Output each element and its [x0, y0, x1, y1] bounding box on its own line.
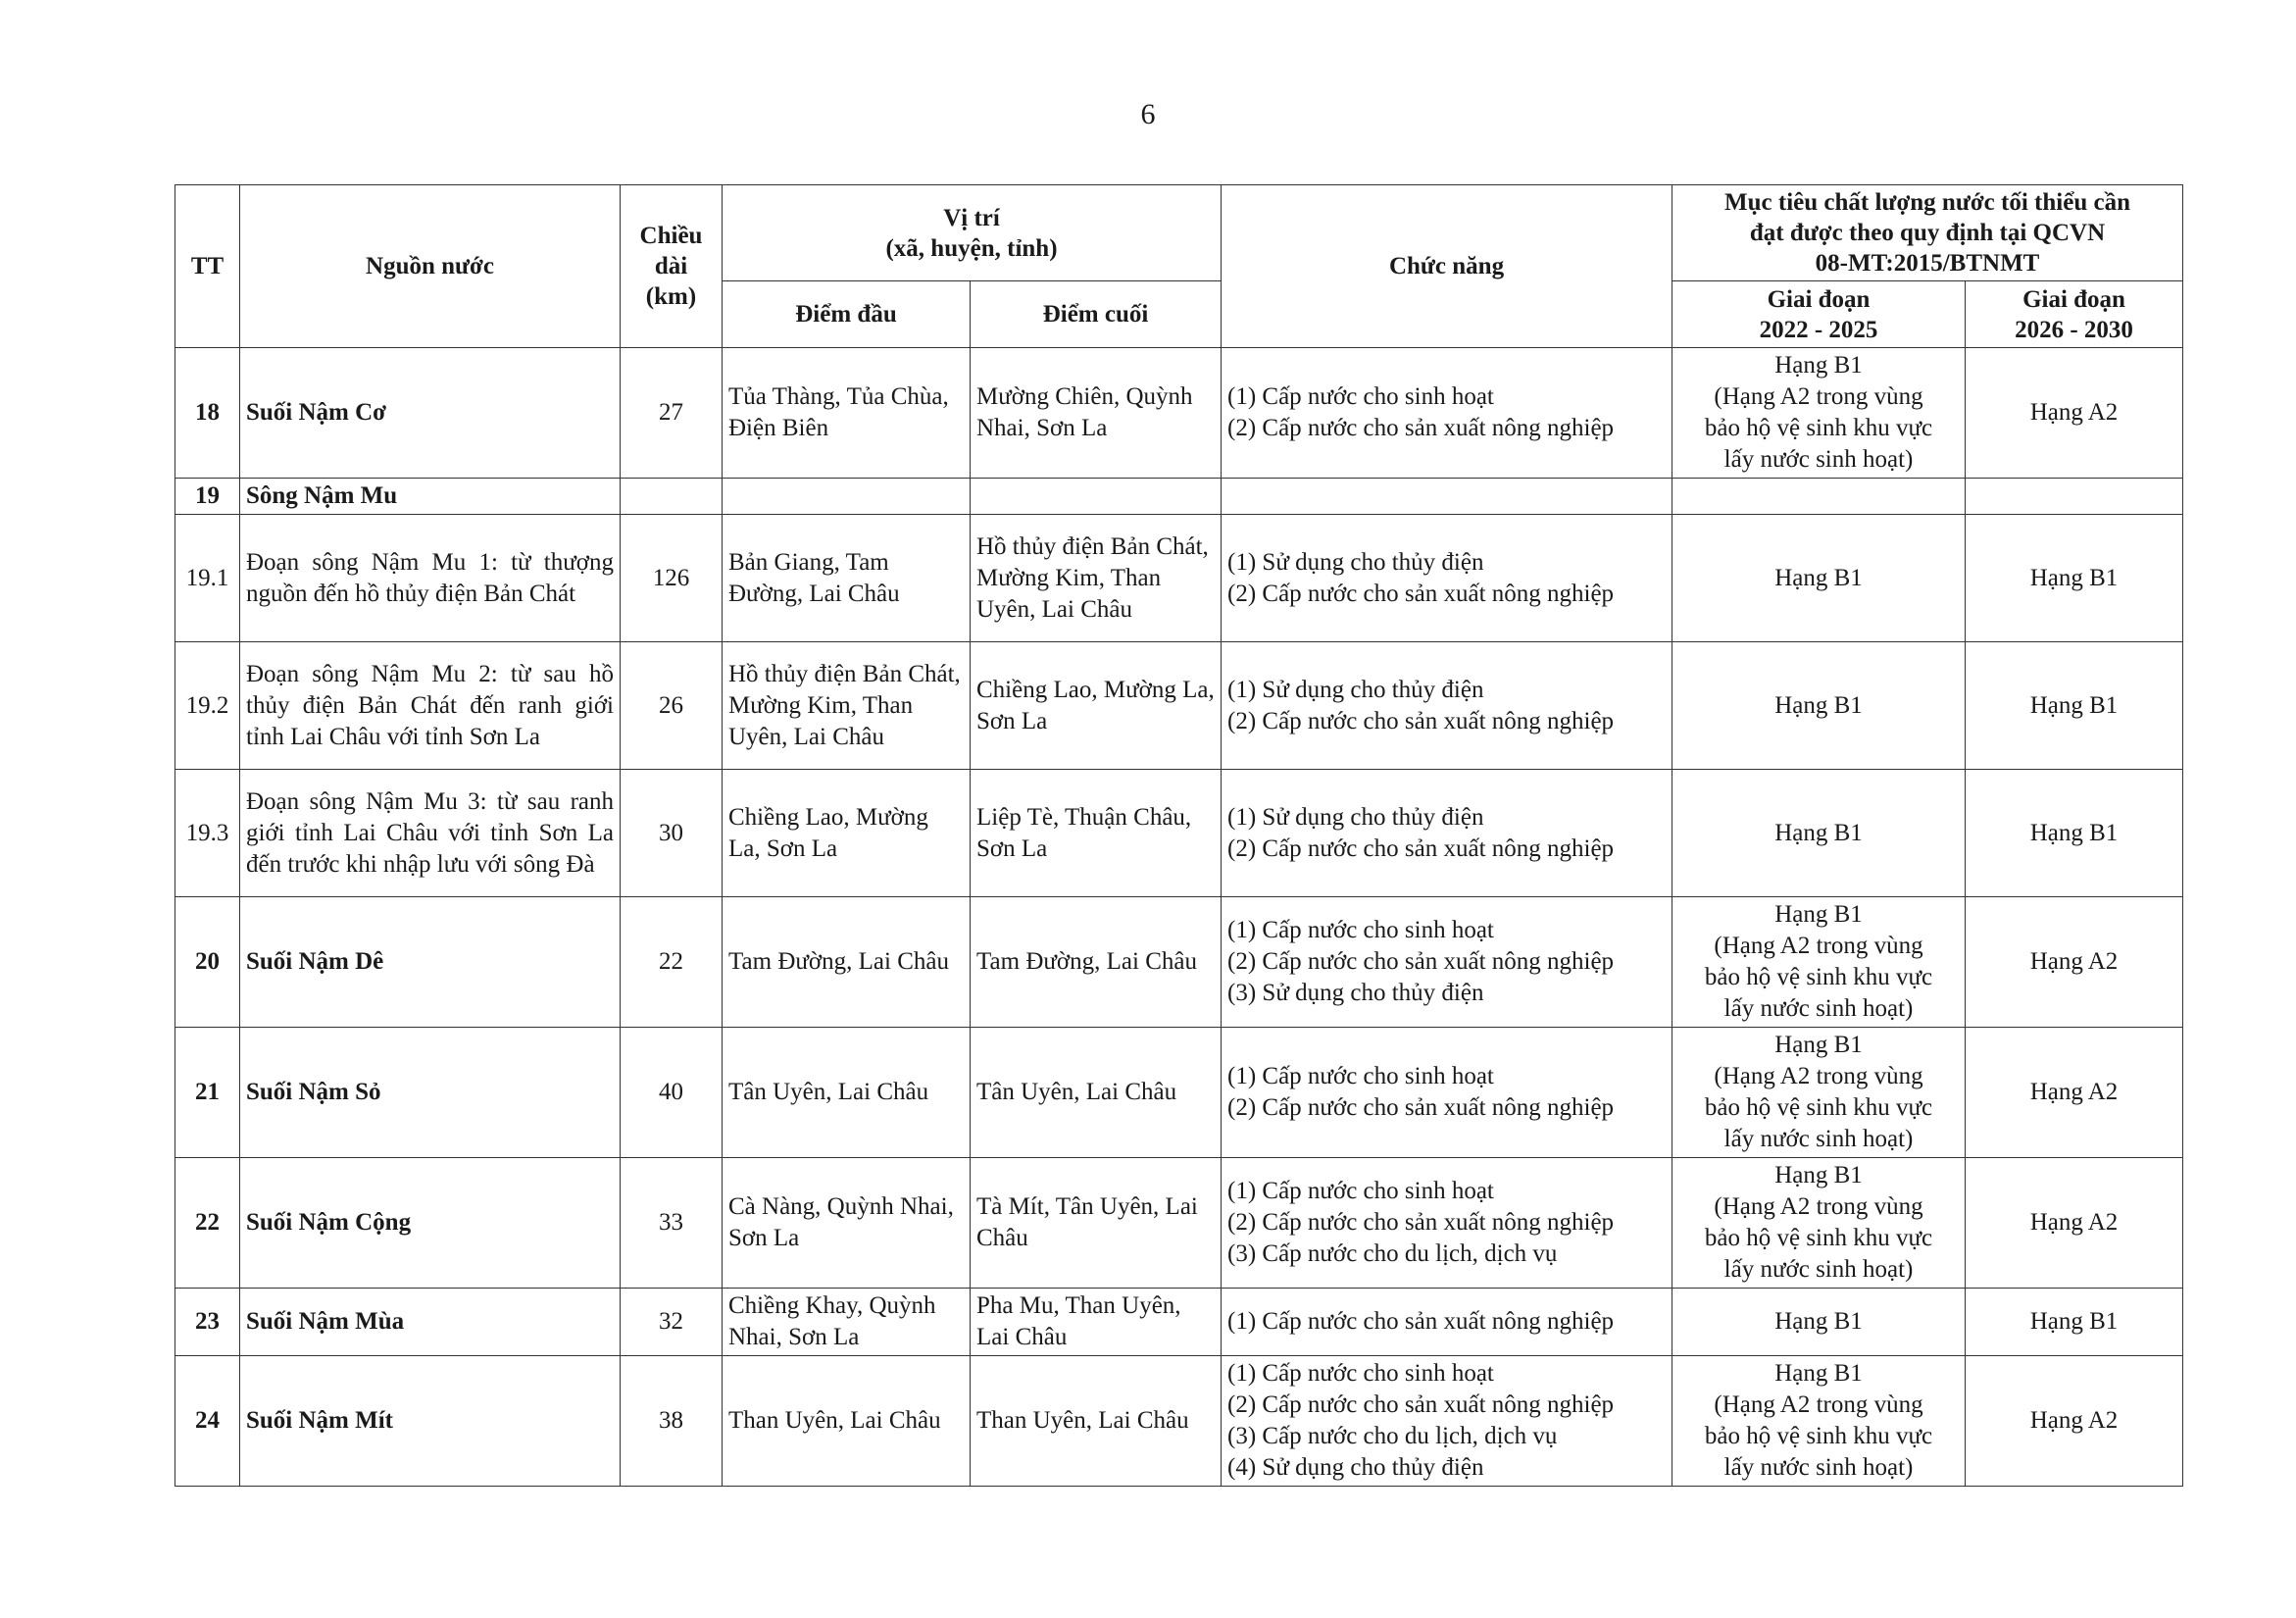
start-cell: Tam Đường, Lai Châu	[723, 897, 971, 1028]
function-line: (1) Cấp nước cho sinh hoạt	[1227, 1178, 1494, 1204]
table-row	[175, 770, 2183, 897]
tt-cell: 19.3	[175, 770, 240, 897]
table-row	[175, 1028, 2183, 1158]
table-row	[175, 1356, 2183, 1487]
function-cell	[1222, 642, 1672, 770]
end-cell: Liệp Tè, Thuận Châu, Sơn La	[971, 770, 1222, 897]
phase-1-line: (Hạng A2 trong vùng	[1714, 1391, 1923, 1418]
phase-1-line: bảo hộ vệ sinh khu vực	[1704, 1423, 1933, 1449]
function-cell	[1222, 897, 1672, 1028]
function-line: (2) Cấp nước cho sản xuất nông nghiệp	[1227, 580, 1615, 607]
phase-2-cell: Hạng A2	[1966, 1028, 2183, 1158]
end-cell: Chiềng Lao, Mường La, Sơn La	[971, 642, 1222, 770]
phase-2-cell: Hạng A2	[1966, 1158, 2183, 1289]
phase-1-line: lấy nước sinh hoạt)	[1723, 1256, 1914, 1283]
phase-1-cell	[1672, 348, 1966, 479]
header-phase-2: Giai đoạn 2026 - 2030	[1966, 281, 2183, 348]
length-cell: 40	[621, 1028, 723, 1158]
table-row	[175, 1289, 2183, 1356]
start-cell: Tủa Thàng, Tủa Chùa, Điện Biên	[723, 348, 971, 479]
table-row	[175, 515, 2183, 642]
function-line: (2) Cấp nước cho sản xuất nông nghiệp	[1227, 707, 1615, 734]
end-cell: Tà Mít, Tân Uyên, Lai Châu	[971, 1158, 1222, 1289]
empty-cell	[1672, 479, 1966, 515]
end-cell: Than Uyên, Lai Châu	[971, 1356, 1222, 1487]
phase-1-line: Hạng B1	[1774, 352, 1863, 379]
function-cell	[1222, 515, 1672, 642]
end-cell: Tam Đường, Lai Châu	[971, 897, 1222, 1028]
end-cell: Hồ thủy điện Bản Chát, Mường Kim, Than Uyên, Lai Châu	[971, 515, 1222, 642]
empty-cell	[1222, 479, 1672, 515]
header-tt: TT	[175, 185, 240, 348]
function-cell	[1222, 1158, 1672, 1289]
tt-cell: 23	[175, 1289, 240, 1356]
function-line: (1) Cấp nước cho sản xuất nông nghiệp	[1227, 1308, 1615, 1335]
phase-1-line: bảo hộ vệ sinh khu vực	[1704, 1225, 1933, 1251]
source-cell: Suối Nậm Sỏ	[240, 1028, 621, 1158]
end-cell: Tân Uyên, Lai Châu	[971, 1028, 1222, 1158]
header-location: Vị trí (xã, huyện, tỉnh)	[723, 185, 1222, 281]
header-length: Chiều dài (km)	[621, 185, 723, 348]
tt-cell: 24	[175, 1356, 240, 1487]
phase-1-cell	[1672, 1158, 1966, 1289]
function-line: (1) Sử dụng cho thủy điện	[1227, 548, 1484, 576]
end-cell: Pha Mu, Than Uyên, Lai Châu	[971, 1289, 1222, 1356]
function-line: (4) Sử dụng cho thủy điện	[1227, 1454, 1484, 1481]
phase-2-cell: Hạng A2	[1966, 348, 2183, 479]
function-line: (1) Sử dụng cho thủy điện	[1227, 676, 1484, 703]
function-line: (2) Cấp nước cho sản xuất nông nghiệp	[1227, 1391, 1615, 1418]
header-function: Chức năng	[1222, 185, 1672, 348]
length-cell: 32	[621, 1289, 723, 1356]
phase-1-cell	[1672, 1356, 1966, 1487]
source-cell: Đoạn sông Nậm Mu 2: từ sau hồ thủy điện Bản Chát đến ranh giới tỉnh Lai Châu với tỉnh Sơn La	[240, 642, 621, 770]
source-cell: Suối Nậm Mít	[240, 1356, 621, 1487]
tt-cell: 19.1	[175, 515, 240, 642]
length-cell: 38	[621, 1356, 723, 1487]
phase-1-line: Hạng B1	[1774, 1162, 1863, 1188]
phase-1-line: lấy nước sinh hoạt)	[1723, 995, 1914, 1022]
start-cell: Tân Uyên, Lai Châu	[723, 1028, 971, 1158]
source-cell: Suối Nậm Cơ	[240, 348, 621, 479]
phase-1-cell	[1672, 1028, 1966, 1158]
function-line: (2) Cấp nước cho sản xuất nông nghiệp	[1227, 1094, 1615, 1121]
page-number: 6	[1140, 98, 1156, 130]
empty-cell	[971, 479, 1222, 515]
function-line: (3) Cấp nước cho du lịch, dịch vụ	[1227, 1240, 1558, 1267]
length-cell: 30	[621, 770, 723, 897]
empty-cell	[621, 479, 723, 515]
phase-1-line: Hạng B1	[1774, 819, 1863, 846]
phase-1-line: Hạng B1	[1774, 1308, 1863, 1335]
function-cell	[1222, 1028, 1672, 1158]
function-line: (2) Cấp nước cho sản xuất nông nghiệp	[1227, 415, 1615, 441]
table-row	[175, 348, 2183, 479]
empty-cell	[1966, 479, 2183, 515]
phase-1-line: lấy nước sinh hoạt)	[1723, 446, 1914, 473]
phase-1-cell	[1672, 642, 1966, 770]
function-line: (1) Cấp nước cho sinh hoạt	[1227, 383, 1494, 410]
source-cell: Sông Nậm Mu	[240, 479, 621, 515]
source-cell: Suối Nậm Dê	[240, 897, 621, 1028]
source-cell: Suối Nậm Cộng	[240, 1158, 621, 1289]
function-line: (1) Cấp nước cho sinh hoạt	[1227, 1063, 1494, 1089]
phase-2-cell: Hạng B1	[1966, 515, 2183, 642]
table-row	[175, 897, 2183, 1028]
function-line: (2) Cấp nước cho sản xuất nông nghiệp	[1227, 948, 1615, 975]
header-start: Điểm đầu	[723, 281, 971, 348]
phase-2-cell: Hạng A2	[1966, 897, 2183, 1028]
phase-1-line: lấy nước sinh hoạt)	[1723, 1126, 1914, 1152]
table-body	[175, 348, 2183, 1487]
phase-2-cell: Hạng B1	[1966, 770, 2183, 897]
phase-1-cell	[1672, 515, 1966, 642]
length-cell: 33	[621, 1158, 723, 1289]
function-line: (3) Cấp nước cho du lịch, dịch vụ	[1227, 1423, 1558, 1449]
phase-1-line: Hạng B1	[1774, 691, 1863, 719]
phase-1-line: (Hạng A2 trong vùng	[1714, 1193, 1923, 1220]
phase-1-line: Hạng B1	[1774, 901, 1863, 928]
phase-1-cell	[1672, 897, 1966, 1028]
phase-1-line: Hạng B1	[1774, 1360, 1863, 1387]
function-line: (1) Cấp nước cho sinh hoạt	[1227, 917, 1494, 943]
phase-1-line: (Hạng A2 trong vùng	[1714, 383, 1923, 410]
length-cell: 27	[621, 348, 723, 479]
empty-cell	[723, 479, 971, 515]
phase-1-line: bảo hộ vệ sinh khu vực	[1704, 1094, 1933, 1121]
header-phase-1: Giai đoạn 2022 - 2025	[1672, 281, 1966, 348]
tt-cell: 21	[175, 1028, 240, 1158]
source-cell: Suối Nậm Mùa	[240, 1289, 621, 1356]
phase-1-line: bảo hộ vệ sinh khu vực	[1704, 964, 1933, 990]
start-cell: Than Uyên, Lai Châu	[723, 1356, 971, 1487]
function-cell	[1222, 770, 1672, 897]
phase-1-line: (Hạng A2 trong vùng	[1714, 933, 1923, 959]
function-line: (3) Sử dụng cho thủy điện	[1227, 980, 1484, 1006]
phase-1-line: bảo hộ vệ sinh khu vực	[1704, 415, 1933, 441]
phase-1-line: Hạng B1	[1774, 1032, 1863, 1058]
function-cell	[1222, 1356, 1672, 1487]
length-cell: 126	[621, 515, 723, 642]
source-cell: Đoạn sông Nậm Mu 1: từ thượng nguồn đến hồ thủy điện Bản Chát	[240, 515, 621, 642]
start-cell: Bản Giang, Tam Đường, Lai Châu	[723, 515, 971, 642]
phase-1-line: Hạng B1	[1774, 564, 1863, 591]
function-cell	[1222, 348, 1672, 479]
tt-cell: 22	[175, 1158, 240, 1289]
start-cell: Cà Nàng, Quỳnh Nhai, Sơn La	[723, 1158, 971, 1289]
end-cell: Mường Chiên, Quỳnh Nhai, Sơn La	[971, 348, 1222, 479]
table-row	[175, 1158, 2183, 1289]
function-line: (1) Cấp nước cho sinh hoạt	[1227, 1360, 1494, 1387]
start-cell: Chiềng Lao, Mường La, Sơn La	[723, 770, 971, 897]
source-cell: Đoạn sông Nậm Mu 3: từ sau ranh giới tỉnh Lai Châu với tỉnh Sơn La đến trước khi nhập lưu với sông Đà	[240, 770, 621, 897]
tt-cell: 18	[175, 348, 240, 479]
tt-cell: 19	[175, 479, 240, 515]
header-end: Điểm cuối	[971, 281, 1222, 348]
phase-1-cell	[1672, 770, 1966, 897]
length-cell: 22	[621, 897, 723, 1028]
tt-cell: 20	[175, 897, 240, 1028]
table-row	[175, 642, 2183, 770]
water-quality-table	[175, 184, 2183, 1487]
phase-1-line: lấy nước sinh hoạt)	[1723, 1454, 1914, 1481]
phase-2-cell: Hạng B1	[1966, 1289, 2183, 1356]
function-line: (1) Sử dụng cho thủy điện	[1227, 803, 1484, 831]
start-cell: Hồ thủy điện Bản Chát, Mường Kim, Than Uyên, Lai Châu	[723, 642, 971, 770]
length-cell: 26	[621, 642, 723, 770]
header-target: Mục tiêu chất lượng nước tối thiểu cần đạt được theo quy định tại QCVN 08-MT:2015/BTNMT	[1672, 185, 2183, 281]
phase-2-cell: Hạng A2	[1966, 1356, 2183, 1487]
table-row	[175, 479, 2183, 515]
start-cell: Chiềng Khay, Quỳnh Nhai, Sơn La	[723, 1289, 971, 1356]
function-line: (2) Cấp nước cho sản xuất nông nghiệp	[1227, 1209, 1615, 1236]
header-row-1	[175, 185, 2183, 281]
function-line: (2) Cấp nước cho sản xuất nông nghiệp	[1227, 834, 1615, 862]
phase-1-cell	[1672, 1289, 1966, 1356]
phase-1-line: (Hạng A2 trong vùng	[1714, 1063, 1923, 1089]
tt-cell: 19.2	[175, 642, 240, 770]
function-cell	[1222, 1289, 1672, 1356]
phase-2-cell: Hạng B1	[1966, 642, 2183, 770]
header-source: Nguồn nước	[240, 185, 621, 348]
